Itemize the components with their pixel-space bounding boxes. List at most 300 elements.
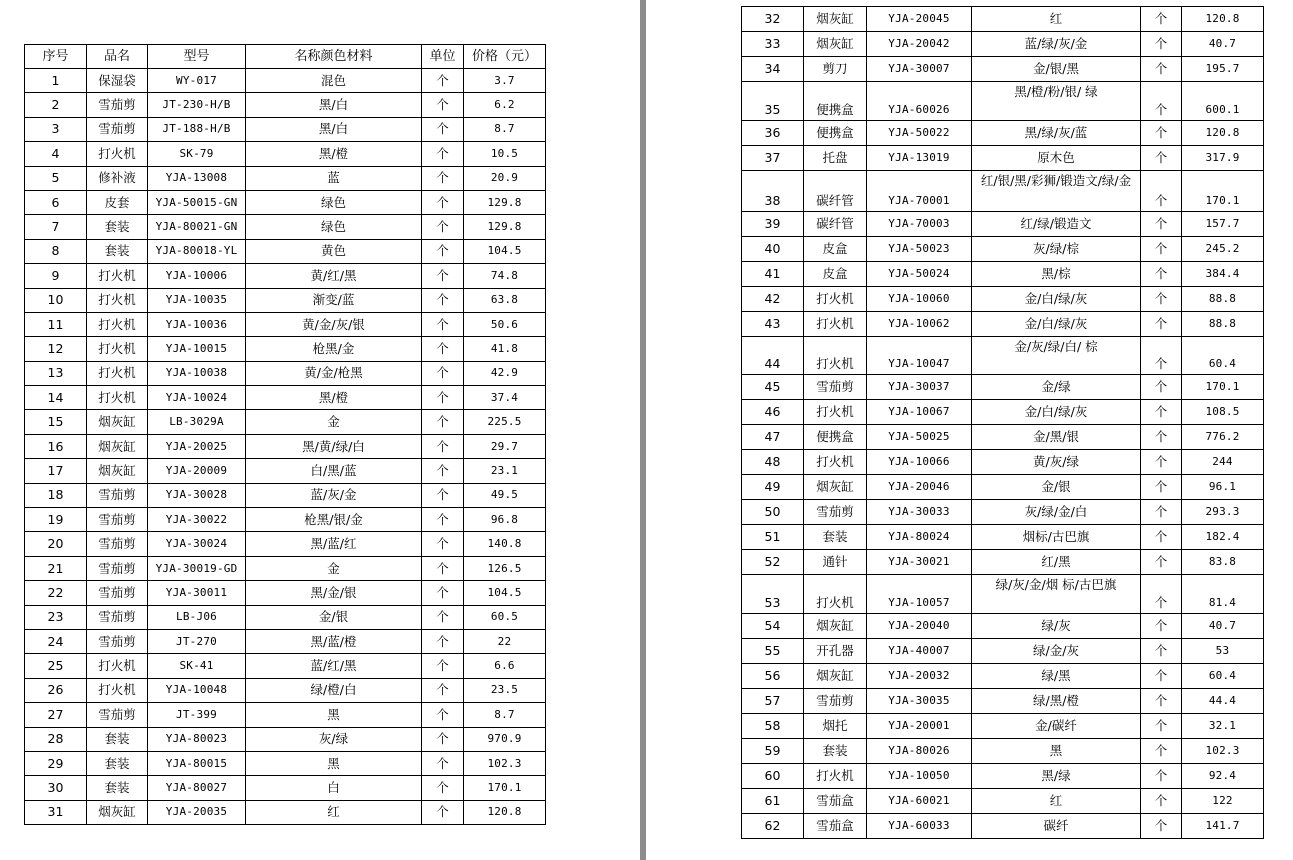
table-row xyxy=(742,375,1264,400)
cell-product: 打火机 xyxy=(804,337,867,375)
cell-description: 黑/橙/粉/银/ 绿 xyxy=(972,82,1141,121)
cell-unit: 个 xyxy=(422,508,464,532)
cell-model: JT-270 xyxy=(148,629,246,653)
cell-product: 雪茄剪 xyxy=(87,629,148,653)
cell-unit: 个 xyxy=(422,69,464,93)
cell-model: JT-188-H/B xyxy=(148,117,246,141)
cell-product: 打火机 xyxy=(804,575,867,614)
table-row xyxy=(742,262,1264,287)
table-row xyxy=(25,93,546,117)
cell-product: 烟灰缸 xyxy=(87,459,148,483)
cell-index: 55 xyxy=(742,639,804,664)
cell-unit: 个 xyxy=(1141,146,1182,171)
cell-index: 37 xyxy=(742,146,804,171)
cell-index: 28 xyxy=(25,727,87,751)
cell-model: YJA-13008 xyxy=(148,166,246,190)
cell-description: 枪黑/银/金 xyxy=(246,508,422,532)
cell-index: 46 xyxy=(742,400,804,425)
cell-model: YJA-50025 xyxy=(867,425,972,450)
cell-description: 金/白/绿/灰 xyxy=(972,287,1141,312)
table-row xyxy=(25,215,546,239)
cell-model: YJA-10048 xyxy=(148,678,246,702)
cell-model: YJA-30024 xyxy=(148,532,246,556)
cell-product: 套装 xyxy=(87,239,148,263)
cell-unit: 个 xyxy=(422,678,464,702)
cell-price: 8.7 xyxy=(464,117,546,141)
cell-index: 8 xyxy=(25,239,87,263)
cell-description: 金 xyxy=(246,556,422,580)
table-row xyxy=(742,664,1264,689)
cell-description: 金/银 xyxy=(972,475,1141,500)
cell-price: 96.8 xyxy=(464,508,546,532)
cell-price: 83.8 xyxy=(1182,550,1264,575)
cell-product: 雪茄盒 xyxy=(804,789,867,814)
table-row xyxy=(742,764,1264,789)
cell-price: 102.3 xyxy=(464,751,546,775)
header-description: 名称颜色材料 xyxy=(246,45,422,69)
cell-model: YJA-10015 xyxy=(148,337,246,361)
table-row xyxy=(25,776,546,800)
cell-unit: 个 xyxy=(422,239,464,263)
cell-index: 35 xyxy=(742,82,804,121)
cell-description: 绿/黑 xyxy=(972,664,1141,689)
cell-description: 灰/绿/金/白 xyxy=(972,500,1141,525)
cell-unit: 个 xyxy=(422,93,464,117)
cell-unit: 个 xyxy=(422,629,464,653)
cell-description: 金/绿 xyxy=(972,375,1141,400)
cell-description: 黑/蓝/橙 xyxy=(246,629,422,653)
table-row xyxy=(25,654,546,678)
cell-product: 套装 xyxy=(87,727,148,751)
cell-index: 41 xyxy=(742,262,804,287)
table-row xyxy=(25,337,546,361)
cell-index: 18 xyxy=(25,483,87,507)
cell-product: 托盘 xyxy=(804,146,867,171)
cell-unit: 个 xyxy=(422,751,464,775)
table-row xyxy=(25,264,546,288)
cell-unit: 个 xyxy=(1141,814,1182,839)
cell-index: 7 xyxy=(25,215,87,239)
cell-product: 雪茄剪 xyxy=(804,689,867,714)
cell-price: 3.7 xyxy=(464,69,546,93)
cell-model: YJA-50023 xyxy=(867,237,972,262)
cell-model: SK-79 xyxy=(148,142,246,166)
cell-unit: 个 xyxy=(1141,262,1182,287)
cell-model: YJA-20042 xyxy=(867,32,972,57)
cell-unit: 个 xyxy=(422,654,464,678)
cell-model: LB-3029A xyxy=(148,410,246,434)
cell-unit: 个 xyxy=(422,483,464,507)
cell-model: YJA-20035 xyxy=(148,800,246,824)
cell-description: 黑/橙 xyxy=(246,386,422,410)
cell-price: 970.9 xyxy=(464,727,546,751)
cell-product: 保湿袋 xyxy=(87,69,148,93)
cell-unit: 个 xyxy=(422,166,464,190)
cell-unit: 个 xyxy=(422,410,464,434)
cell-unit: 个 xyxy=(1141,450,1182,475)
cell-description: 蓝 xyxy=(246,166,422,190)
cell-model: YJA-10036 xyxy=(148,312,246,336)
cell-model: YJA-20001 xyxy=(867,714,972,739)
cell-description: 白 xyxy=(246,776,422,800)
cell-model: YJA-60021 xyxy=(867,789,972,814)
table-row xyxy=(742,689,1264,714)
cell-model: YJA-10067 xyxy=(867,400,972,425)
cell-model: YJA-30037 xyxy=(867,375,972,400)
table-row xyxy=(742,475,1264,500)
cell-description: 蓝/灰/金 xyxy=(246,483,422,507)
cell-price: 120.8 xyxy=(464,800,546,824)
cell-index: 53 xyxy=(742,575,804,614)
cell-model: SK-41 xyxy=(148,654,246,678)
cell-unit: 个 xyxy=(1141,7,1182,32)
cell-index: 5 xyxy=(25,166,87,190)
cell-description: 红/银/黑/彩狮/锻造文/绿/金 xyxy=(972,171,1141,212)
cell-price: 96.1 xyxy=(1182,475,1264,500)
cell-product: 烟灰缸 xyxy=(804,614,867,639)
cell-unit: 个 xyxy=(1141,287,1182,312)
cell-index: 62 xyxy=(742,814,804,839)
cell-price: 63.8 xyxy=(464,288,546,312)
cell-price: 600.1 xyxy=(1182,82,1264,121)
cell-description: 黑/金/银 xyxy=(246,581,422,605)
cell-price: 41.8 xyxy=(464,337,546,361)
cell-product: 烟灰缸 xyxy=(804,32,867,57)
cell-product: 打火机 xyxy=(804,450,867,475)
cell-price: 44.4 xyxy=(1182,689,1264,714)
cell-model: YJA-30022 xyxy=(148,508,246,532)
cell-price: 23.1 xyxy=(464,459,546,483)
cell-unit: 个 xyxy=(422,312,464,336)
cell-index: 29 xyxy=(25,751,87,775)
cell-description: 黑/黄/绿/白 xyxy=(246,434,422,458)
cell-unit: 个 xyxy=(422,605,464,629)
cell-product: 烟灰缸 xyxy=(87,800,148,824)
cell-product: 通针 xyxy=(804,550,867,575)
cell-description: 绿色 xyxy=(246,190,422,214)
cell-product: 雪茄剪 xyxy=(87,508,148,532)
cell-price: 37.4 xyxy=(464,386,546,410)
cell-price: 6.6 xyxy=(464,654,546,678)
cell-price: 88.8 xyxy=(1182,312,1264,337)
cell-description: 金/银/黑 xyxy=(972,57,1141,82)
cell-product: 打火机 xyxy=(87,361,148,385)
cell-unit: 个 xyxy=(1141,475,1182,500)
cell-price: 42.9 xyxy=(464,361,546,385)
table-row xyxy=(25,532,546,556)
cell-index: 27 xyxy=(25,703,87,727)
cell-description: 黑 xyxy=(246,751,422,775)
cell-index: 60 xyxy=(742,764,804,789)
table-row xyxy=(742,614,1264,639)
cell-model: YJA-50015-GN xyxy=(148,190,246,214)
cell-unit: 个 xyxy=(422,337,464,361)
cell-product: 碳纤管 xyxy=(804,212,867,237)
cell-unit: 个 xyxy=(1141,500,1182,525)
cell-price: 23.5 xyxy=(464,678,546,702)
cell-price: 157.7 xyxy=(1182,212,1264,237)
cell-model: YJA-20032 xyxy=(867,664,972,689)
cell-index: 22 xyxy=(25,581,87,605)
cell-index: 42 xyxy=(742,287,804,312)
cell-price: 776.2 xyxy=(1182,425,1264,450)
cell-description: 黄/红/黑 xyxy=(246,264,422,288)
cell-unit: 个 xyxy=(422,532,464,556)
cell-unit: 个 xyxy=(422,434,464,458)
table-row xyxy=(742,82,1264,121)
cell-unit: 个 xyxy=(422,361,464,385)
cell-price: 74.8 xyxy=(464,264,546,288)
table-row xyxy=(25,166,546,190)
table-row xyxy=(25,508,546,532)
cell-model: YJA-30019-GD xyxy=(148,556,246,580)
table-row xyxy=(742,789,1264,814)
cell-description: 灰/绿 xyxy=(246,727,422,751)
cell-price: 170.1 xyxy=(1182,171,1264,212)
cell-description: 黄色 xyxy=(246,239,422,263)
table-row xyxy=(25,703,546,727)
cell-product: 打火机 xyxy=(87,386,148,410)
cell-product: 套装 xyxy=(87,215,148,239)
cell-product: 皮盒 xyxy=(804,237,867,262)
cell-price: 129.8 xyxy=(464,190,546,214)
cell-description: 金/白/绿/灰 xyxy=(972,312,1141,337)
cell-index: 13 xyxy=(25,361,87,385)
cell-index: 26 xyxy=(25,678,87,702)
cell-product: 打火机 xyxy=(87,678,148,702)
cell-unit: 个 xyxy=(422,556,464,580)
cell-description: 蓝/红/黑 xyxy=(246,654,422,678)
table-row xyxy=(742,739,1264,764)
cell-index: 32 xyxy=(742,7,804,32)
cell-description: 金/白/绿/灰 xyxy=(972,400,1141,425)
table-row xyxy=(25,361,546,385)
table-row xyxy=(742,714,1264,739)
cell-price: 81.4 xyxy=(1182,575,1264,614)
table-row xyxy=(25,727,546,751)
table-row xyxy=(25,678,546,702)
header-price: 价格（元） xyxy=(464,45,546,69)
cell-description: 黑/白 xyxy=(246,93,422,117)
cell-index: 54 xyxy=(742,614,804,639)
cell-price: 170.1 xyxy=(464,776,546,800)
table-row xyxy=(25,288,546,312)
cell-description: 红/绿/锻造文 xyxy=(972,212,1141,237)
cell-model: YJA-20009 xyxy=(148,459,246,483)
cell-index: 44 xyxy=(742,337,804,375)
table-row xyxy=(742,32,1264,57)
cell-unit: 个 xyxy=(1141,121,1182,146)
cell-description: 绿/橙/白 xyxy=(246,678,422,702)
cell-model: YJA-50022 xyxy=(867,121,972,146)
cell-price: 102.3 xyxy=(1182,739,1264,764)
cell-model: YJA-10047 xyxy=(867,337,972,375)
cell-unit: 个 xyxy=(1141,664,1182,689)
table-row xyxy=(25,239,546,263)
cell-price: 53 xyxy=(1182,639,1264,664)
cell-price: 60.4 xyxy=(1182,337,1264,375)
cell-product: 套装 xyxy=(804,525,867,550)
cell-product: 打火机 xyxy=(804,400,867,425)
cell-index: 9 xyxy=(25,264,87,288)
header-model: 型号 xyxy=(148,45,246,69)
cell-index: 38 xyxy=(742,171,804,212)
cell-product: 雪茄盒 xyxy=(804,814,867,839)
table-row xyxy=(742,400,1264,425)
cell-unit: 个 xyxy=(422,264,464,288)
table-row xyxy=(25,312,546,336)
cell-description: 金 xyxy=(246,410,422,434)
cell-product: 套装 xyxy=(804,739,867,764)
cell-unit: 个 xyxy=(422,386,464,410)
cell-index: 15 xyxy=(25,410,87,434)
cell-unit: 个 xyxy=(1141,764,1182,789)
cell-description: 黑/橙 xyxy=(246,142,422,166)
cell-unit: 个 xyxy=(1141,375,1182,400)
cell-unit: 个 xyxy=(1141,575,1182,614)
cell-product: 烟灰缸 xyxy=(804,475,867,500)
cell-model: YJA-20045 xyxy=(867,7,972,32)
cell-unit: 个 xyxy=(422,142,464,166)
cell-model: YJA-80027 xyxy=(148,776,246,800)
cell-product: 打火机 xyxy=(87,337,148,361)
cell-description: 金/银 xyxy=(246,605,422,629)
cell-index: 4 xyxy=(25,142,87,166)
table-row xyxy=(25,117,546,141)
cell-unit: 个 xyxy=(422,776,464,800)
cell-index: 14 xyxy=(25,386,87,410)
cell-index: 24 xyxy=(25,629,87,653)
cell-unit: 个 xyxy=(1141,525,1182,550)
cell-unit: 个 xyxy=(1141,32,1182,57)
cell-index: 23 xyxy=(25,605,87,629)
cell-price: 40.7 xyxy=(1182,32,1264,57)
cell-price: 317.9 xyxy=(1182,146,1264,171)
cell-model: YJA-30007 xyxy=(867,57,972,82)
cell-model: YJA-50024 xyxy=(867,262,972,287)
cell-price: 10.5 xyxy=(464,142,546,166)
cell-unit: 个 xyxy=(422,215,464,239)
cell-index: 19 xyxy=(25,508,87,532)
cell-price: 245.2 xyxy=(1182,237,1264,262)
cell-product: 雪茄剪 xyxy=(87,483,148,507)
table-row xyxy=(25,581,546,605)
cell-product: 套装 xyxy=(87,751,148,775)
table-row xyxy=(25,605,546,629)
cell-product: 便携盒 xyxy=(804,82,867,121)
table-row xyxy=(25,190,546,214)
cell-model: YJA-10035 xyxy=(148,288,246,312)
cell-product: 碳纤管 xyxy=(804,171,867,212)
cell-product: 打火机 xyxy=(87,312,148,336)
cell-description: 混色 xyxy=(246,69,422,93)
cell-product: 修补液 xyxy=(87,166,148,190)
cell-price: 20.9 xyxy=(464,166,546,190)
cell-index: 43 xyxy=(742,312,804,337)
cell-description: 黑/绿 xyxy=(972,764,1141,789)
price-table-right xyxy=(741,6,1264,839)
cell-unit: 个 xyxy=(1141,550,1182,575)
cell-model: YJA-70003 xyxy=(867,212,972,237)
cell-unit: 个 xyxy=(1141,171,1182,212)
table-row xyxy=(25,386,546,410)
cell-index: 61 xyxy=(742,789,804,814)
cell-product: 雪茄剪 xyxy=(87,703,148,727)
cell-description: 黄/金/灰/银 xyxy=(246,312,422,336)
cell-index: 2 xyxy=(25,93,87,117)
cell-price: 29.7 xyxy=(464,434,546,458)
cell-product: 雪茄剪 xyxy=(804,500,867,525)
cell-unit: 个 xyxy=(1141,57,1182,82)
cell-price: 170.1 xyxy=(1182,375,1264,400)
table-row xyxy=(742,450,1264,475)
cell-unit: 个 xyxy=(1141,82,1182,121)
cell-index: 10 xyxy=(25,288,87,312)
cell-model: YJA-80026 xyxy=(867,739,972,764)
cell-index: 1 xyxy=(25,69,87,93)
cell-unit: 个 xyxy=(422,581,464,605)
cell-product: 开孔器 xyxy=(804,639,867,664)
cell-unit: 个 xyxy=(1141,425,1182,450)
cell-description: 金/黑/银 xyxy=(972,425,1141,450)
cell-model: WY-017 xyxy=(148,69,246,93)
cell-model: YJA-10050 xyxy=(867,764,972,789)
cell-index: 51 xyxy=(742,525,804,550)
cell-description: 黑/绿/灰/蓝 xyxy=(972,121,1141,146)
cell-product: 打火机 xyxy=(804,287,867,312)
cell-model: YJA-30033 xyxy=(867,500,972,525)
cell-model: YJA-30028 xyxy=(148,483,246,507)
cell-unit: 个 xyxy=(1141,789,1182,814)
cell-model: YJA-10057 xyxy=(867,575,972,614)
cell-product: 打火机 xyxy=(87,142,148,166)
cell-description: 红 xyxy=(972,789,1141,814)
cell-index: 17 xyxy=(25,459,87,483)
cell-description: 渐变/蓝 xyxy=(246,288,422,312)
cell-model: YJA-30035 xyxy=(867,689,972,714)
cell-description: 白/黑/蓝 xyxy=(246,459,422,483)
price-table xyxy=(24,44,546,825)
table-row xyxy=(742,287,1264,312)
cell-index: 49 xyxy=(742,475,804,500)
cell-price: 182.4 xyxy=(1182,525,1264,550)
cell-model: YJA-10060 xyxy=(867,287,972,312)
cell-product: 套装 xyxy=(87,776,148,800)
table-row xyxy=(25,751,546,775)
header-unit: 单位 xyxy=(422,45,464,69)
cell-price: 293.3 xyxy=(1182,500,1264,525)
cell-price: 49.5 xyxy=(464,483,546,507)
cell-index: 16 xyxy=(25,434,87,458)
cell-description: 碳纤 xyxy=(972,814,1141,839)
cell-price: 129.8 xyxy=(464,215,546,239)
cell-product: 打火机 xyxy=(87,264,148,288)
table-header-row xyxy=(25,45,546,69)
table-row xyxy=(742,57,1264,82)
cell-price: 88.8 xyxy=(1182,287,1264,312)
cell-model: YJA-20046 xyxy=(867,475,972,500)
cell-model: YJA-60026 xyxy=(867,82,972,121)
cell-description: 黑 xyxy=(246,703,422,727)
cell-description: 金/灰/绿/白/ 棕 xyxy=(972,337,1141,375)
cell-index: 31 xyxy=(25,800,87,824)
cell-price: 22 xyxy=(464,629,546,653)
cell-unit: 个 xyxy=(1141,614,1182,639)
cell-description: 黑/白 xyxy=(246,117,422,141)
cell-price: 120.8 xyxy=(1182,7,1264,32)
cell-product: 便携盒 xyxy=(804,425,867,450)
cell-product: 雪茄剪 xyxy=(804,375,867,400)
